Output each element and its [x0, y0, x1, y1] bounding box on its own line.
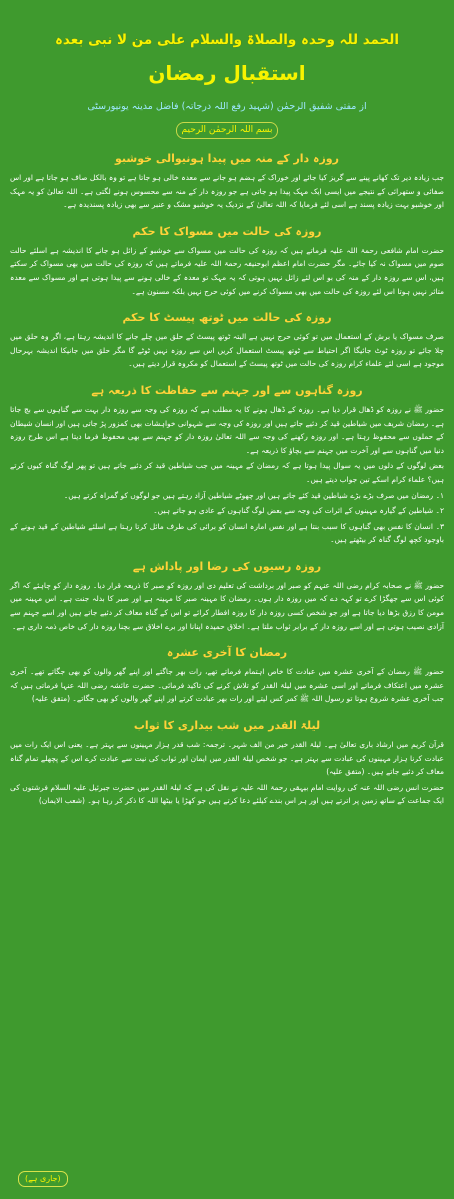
paragraph: ۲۔ شیاطین کے گیارہ مہینوں کے اثرات کی وجہ سے بعض لوگ گناہوں کے عادی ہو جاتے ہیں۔	[153, 506, 444, 516]
section-heading: روزہ دار کے منہ میں پیدا ہونیوالی خوشبو	[115, 152, 339, 165]
section-5	[10, 559, 444, 633]
paragraph: ۳۔ انسان کا نفس بھی گناہوں کا سبب بنتا ہے اور نفس امارہ انسان کو برائی کی طرف مائل کرتا رہتا ہے اسلئے شیاطین کے قید ہونے کے باوجود کچھ لوگ گناہ کر بیٹھتے ہیں۔	[10, 521, 444, 545]
section-2	[10, 224, 444, 298]
section-heading: روزہ کی حالت میں مسواک کا حکم	[132, 224, 322, 238]
section-4	[10, 383, 444, 547]
paragraph: حضرت امام شافعی رحمۃ اللہ علیہ فرماتے ہیں کہ روزہ کی حالت میں مسواک سے خوشبو کے زائل ہو جانے کا اندیشہ ہے اسلئے حالت صوم میں مسواک نہ کیا جائے۔ مگر حضرت امام اعظم ابوحنیفہ رحمۃ اللہ علیہ فرماتے ہیں کہ روزہ کی حالت میں بھی مسواک کر سکتے ہیں، اس سے روزہ دار کے منہ کی بو اس لئے زائل نہیں ہوتی کہ یہ مہک تو معدہ کے خالی ہونے سے پیدا ہوتی ہے اور مسواک سے معدہ متاثر نہیں ہوتا اس لئے روزہ کی حالت میں بھی مسواک کرنے میں کوئی حرج نہیں بلکہ مسنون ہے۔	[10, 245, 444, 296]
invocation-header: الحمد للہ وحدہ والصلاۃ والسلام علی من لا نبی بعدہ	[55, 32, 399, 48]
author-line: از مفتی شفیق الرحمٰن (شہید رفع اللہ درجاتہ) فاضل مدینہ یونیورسٹی	[87, 101, 367, 112]
paragraph: ۱۔ رمضان میں صرف بڑے بڑے شیاطین قید کئے جاتے ہیں اور چھوٹے شیاطین آزاد رہتے ہیں جو لوگوں کو گمراہ کرتے ہیں۔	[63, 490, 444, 500]
paragraph: جب زیادہ دیر تک کھانے پینے سے گریز کیا جائے اور خوراک کے ہضم ہو جانے سے معدہ خالی ہو جاتا ہے تو وہ بالکل صاف ہو جاتا ہے اور اس صفائی و ستھرائی کے نتیجے میں ایسی ایک مہک پیدا ہو جاتی ہے جو روزہ دار کے منہ سے محسوس ہونے لگتی ہے۔ اللہ تعالیٰ کو یہ مہک اور خوشبو بہت زیادہ پسند ہے اسی لئے فرمایا کہ اللہ تعالیٰ کے نزدیک یہ خوشبو مشک و عنبر سے بھی زیادہ پسندیدہ ہے۔	[10, 173, 444, 210]
paragraph: حضور ﷺ نے روزہ کو ڈھال قرار دیا ہے۔ روزہ کے ڈھال ہونے کا یہ مطلب ہے کہ روزہ کی وجہ سے روزہ دار بہت سے گناہوں سے بچ جاتا ہے۔ رمضان شریف میں شیاطین قید کر دئیے جاتے ہیں اور روزہ کی وجہ سے شہوانی خواہشات بھی کمزور پڑ جاتی ہیں اور انسان شیطان کے حملوں سے محفوظ رہتا ہے۔ اور روزہ رکھنے کی وجہ سے اللہ تعالیٰ روزہ دار کو جہنم سے بھی محفوظ فرما دیتا ہے اس طرح روزہ دنیا میں گناہوں سے اور آخرت میں جہنم سے بچاؤ کا ذریعہ ہے۔	[10, 404, 444, 455]
section-7	[10, 718, 444, 808]
section-heading: رمضان کا آخری عشرہ	[166, 646, 288, 660]
section-1	[10, 151, 444, 212]
paragraph: حضور ﷺ نے صحابہ کرام رضی اللہ عنہم کو صبر اور برداشت کی تعلیم دی اور روزہ کو صبر کا ذریعہ قرار دیا۔ روزہ دار کو چاہئے کہ اگر کوئی اس سے جھگڑا کرے تو کہہ دے کہ میں روزہ دار ہوں۔ رمضان کا مہینہ صبر کا مہینہ ہے اور صبر کا بدلہ جنت ہے۔ اس مہینہ میں مومن کا رزق بڑھا دیا جاتا ہے اور جو شخص کسی روزہ دار کا روزہ افطار کرائے تو اس کے گناہ معاف کر دئیے جاتے ہیں اور اسے جہنم سے آزادی نصیب ہوتی ہے اور اسے روزہ دار کے برابر ثواب ملتا ہے۔ اخلاق حمیدہ اپنانا اور برے اخلاق سے بچنا روزہ دار کی خاص ذمہ داری ہے۔	[10, 580, 444, 631]
section-3	[10, 310, 444, 371]
paragraph: صرف مسواک یا برش کے استعمال میں تو کوئی حرج نہیں ہے البتہ ٹوتھ پیسٹ کے حلق میں چلے جانے کا اندیشہ رہتا ہے، اگر وہ حلق میں چلا جائے تو روزہ ٹوٹ جائیگا اگر احتیاط سے ٹوتھ پیسٹ استعمال کریں اس سے روزہ نہیں ٹوٹے گا مگر حلق میں جانیکا اندیشہ بہرحال موجود ہے اسی لئے علماء کرام روزہ کی حالت میں ٹوتھ پیسٹ کے استعمال کو مکروہ قرار دیتے ہیں۔	[10, 332, 444, 369]
continue-badge: (جاری ہے)	[18, 1171, 68, 1187]
section-6	[10, 645, 444, 706]
section-heading: لیلۃ القدر میں شب بیداری کا ثواب	[133, 719, 321, 733]
paragraph: حضور ﷺ رمضان کے آخری عشرہ میں عبادت کا خاص اہتمام فرماتے تھے، رات بھر جاگتے اور اپنے گھر والوں کو بھی جگاتے تھے۔ آخری عشرہ میں اعتکاف فرماتے اور اسی عشرہ میں لیلۃ القدر کو تلاش کرنے کی تاکید فرمائی۔ حضرت عائشہ رضی اللہ عنہا فرماتی ہیں کہ جب آخری عشرہ شروع ہوتا تو رسول اللہ ﷺ کمر کس لیتے اور رات بھر عبادت کرتے اور اپنے گھر والوں کو بھی جگاتے۔ (متفق علیہ)	[10, 667, 444, 704]
section-heading: روزہ کی حالت میں ٹوتھ پیسٹ کا حکم	[122, 311, 332, 325]
section-heading: روزہ رسیوں کی رضا اور پاداش ہے	[132, 559, 322, 573]
section-heading: روزہ گناہوں سے اور جہنم سے حفاظت کا ذریعہ ہے	[91, 383, 363, 397]
page-title: استقبال رمضان	[148, 61, 306, 85]
paragraph: قرآن کریم میں ارشاد باری تعالیٰ ہے۔ لیلۃ القدر خیر من الف شہر۔ ترجمہ: شب قدر ہزار مہینوں سے بہتر ہے۔ یعنی اس ایک رات میں عبادت کرنا ہزار مہینوں کی عبادت سے بہتر ہے۔ جو شخص لیلۃ القدر میں ایمان اور ثواب کی نیت سے عبادت کرے اس کے پچھلے تمام گناہ معاف کر دئیے جاتے ہیں۔ (متفق علیہ)	[10, 740, 444, 777]
paragraph: بعض لوگوں کے دلوں میں یہ سوال پیدا ہوتا ہے کہ رمضان کے مہینہ میں جب شیاطین قید کر دئیے جاتے ہیں تو پھر لوگ گناہ کیوں کرتے ہیں؟ علماء کرام اسکے تین جواب دیتے ہیں۔	[10, 461, 444, 484]
bismillah-badge: بسم اللہ الرحمٰن الرحیم	[176, 122, 278, 139]
paragraph: حضرت انس رضی اللہ عنہ کی روایت امام بیہقی رحمۃ اللہ علیہ نے نقل کی ہے کہ لیلۃ القدر میں حضرت جبرئیل علیہ السلام فرشتوں کی ایک جماعت کے ساتھ زمین پر اترتے ہیں اور ہر اس بندے کیلئے دعا کرتے ہیں جو کھڑا یا بیٹھا اللہ کا ذکر کر رہا ہو۔ (شعب الایمان)	[10, 782, 444, 806]
